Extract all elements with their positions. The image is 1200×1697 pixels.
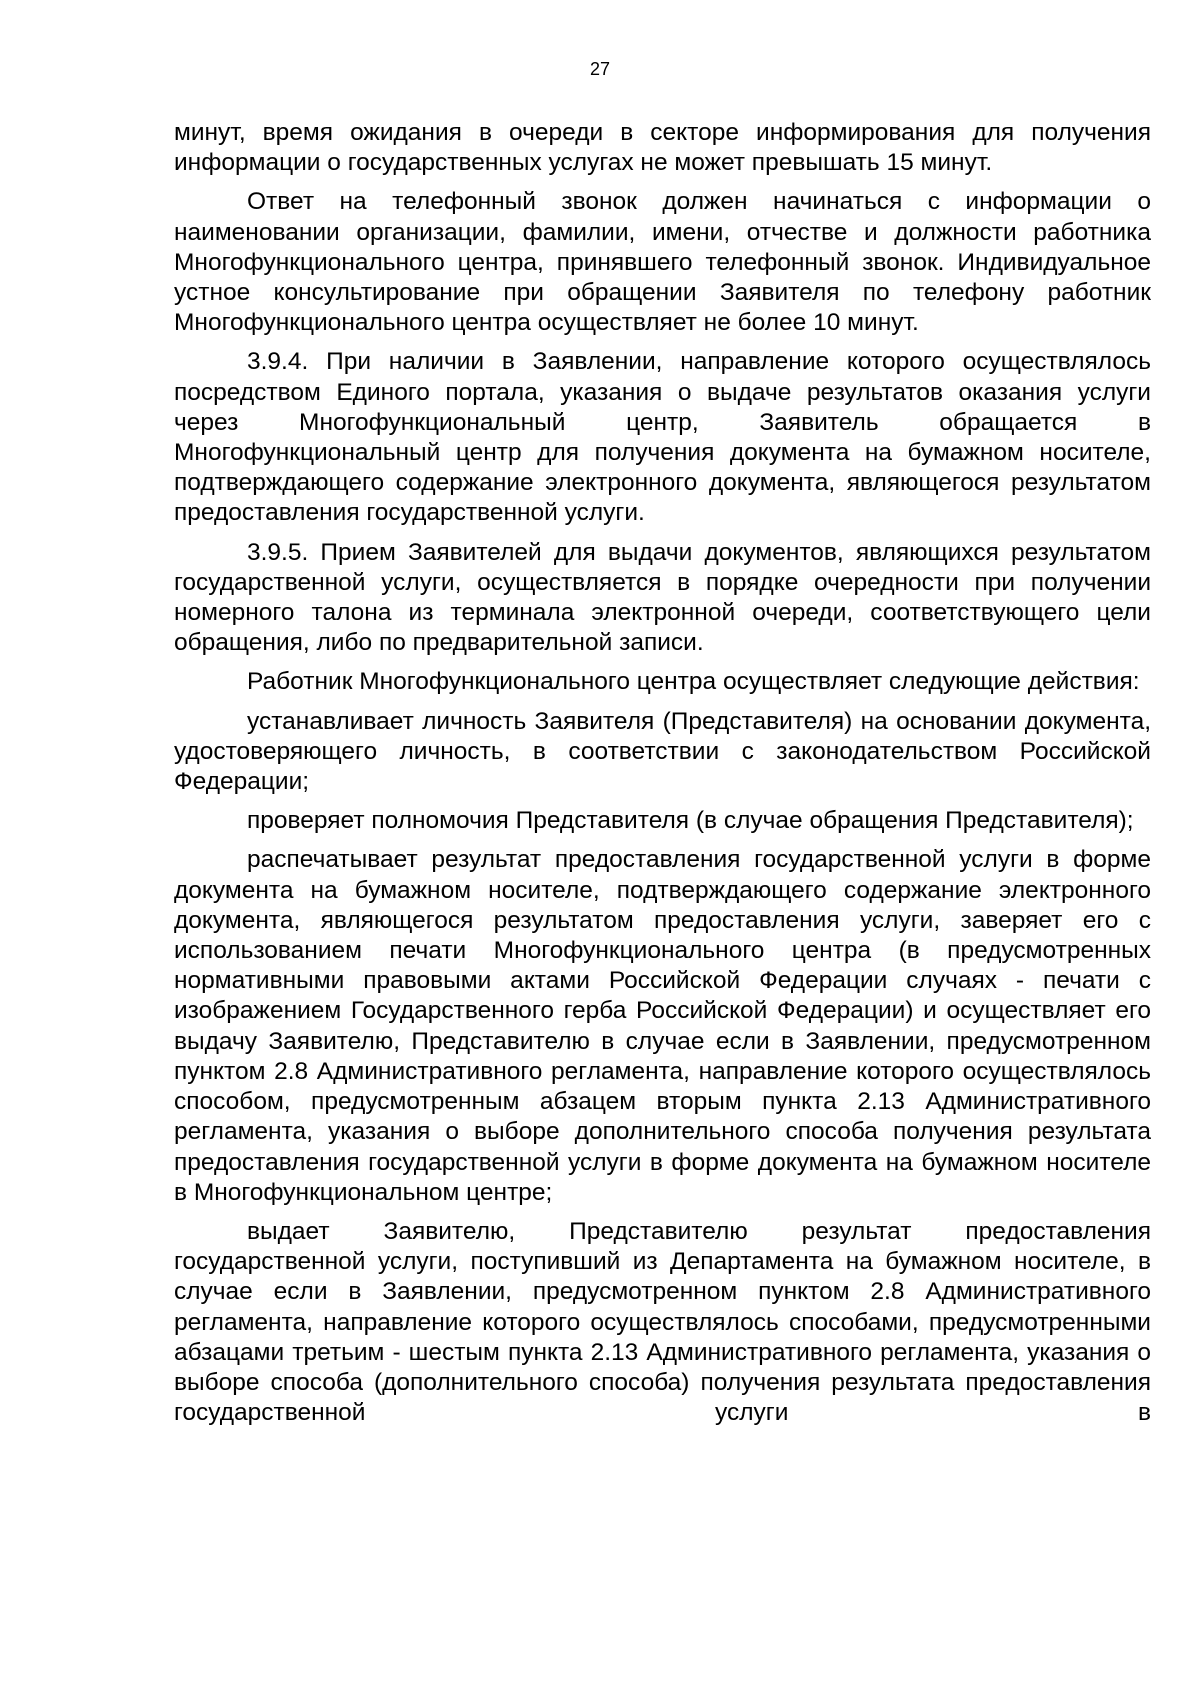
paragraph-3-9-5: 3.9.5. Прием Заявителей для выдачи документов, являющихся результатом государственной услуги, осуществляется в порядке очередности при получении номерного талона из терминала электронной очереди, соответствующего цели обращения, либо по предварительной записи. (174, 538, 1151, 657)
paragraph-phone-answer: Ответ на телефонный звонок должен начинаться с информации о наименовании организации, фамилии, имени, отчестве и должности работника Многофункционального центра, принявшего телефонный звонок. Индивидуальное устное консультирование при обращении Заявителя по телефону работник Многофункционального центра осуществляет не более 10 минут. (174, 188, 1151, 337)
paragraph-identify-applicant: устанавливает личность Заявителя (Представителя) на основании документа, удостоверяющего личность, в соответствии с законодательством Российской Федерации; (174, 707, 1151, 796)
paragraph-worker-actions: Работник Многофункционального центра осуществляет следующие действия: (247, 668, 1140, 696)
page-number: 27 (589, 59, 611, 79)
paragraph-print-result: распечатывает результат предоставления государственной услуги в форме документа на бумажном носителе, подтверждающего содержание электронного документа, являющегося результатом предоставления услуги, заверяет его с использованием печати Многофункционального центра (в предусмотренных нормативными правовыми актами Российской Федерации случаях - печати с изображением Государственного герба Российской Федерации) и осуществляет его выдачу Заявителю, Представителю в случае если в Заявлении, предусмотренном пунктом 2.8 Административного регламента, направление которого осуществлялось способом, предусмотренным абзацем вторым пункта 2.13 Административного регламента, указания о выборе дополнительного способа получения результата предоставления государственной услуги в форме документа на бумажном носителе в Многофункциональном центре; (174, 846, 1151, 1206)
document-body (174, 118, 1151, 1428)
paragraph-issue-result: выдает Заявителю, Представителю результат предоставления государственной услуги, поступивший из Департамента на бумажном носителе, в случае если в Заявлении, предусмотренном пунктом 2.8 Административного регламента, направление которого осуществлялось способами, предусмотренными абзацами третьим - шестым пункта 2.13 Административного регламента, указания о выборе способа (дополнительного способа) получения результата предоставления государственной услуги в (174, 1217, 1151, 1427)
paragraph-check-authority: проверяет полномочия Представителя (в случае обращения Представителя); (247, 807, 1134, 835)
paragraph-3-9-4: 3.9.4. При наличии в Заявлении, направление которого осуществлялось посредством Единого портала, указания о выдаче результатов оказания услуги через Многофункциональный центр, Заявитель обращается в Многофункциональный центр для получения документа на бумажном носителе, подтверждающего содержание электронного документа, являющегося результатом предоставления государственной услуги. (174, 348, 1151, 527)
paragraph-continuation: минут, время ожидания в очереди в секторе информирования для получения информации о государственных услугах не может превышать 15 минут. (174, 119, 1151, 177)
